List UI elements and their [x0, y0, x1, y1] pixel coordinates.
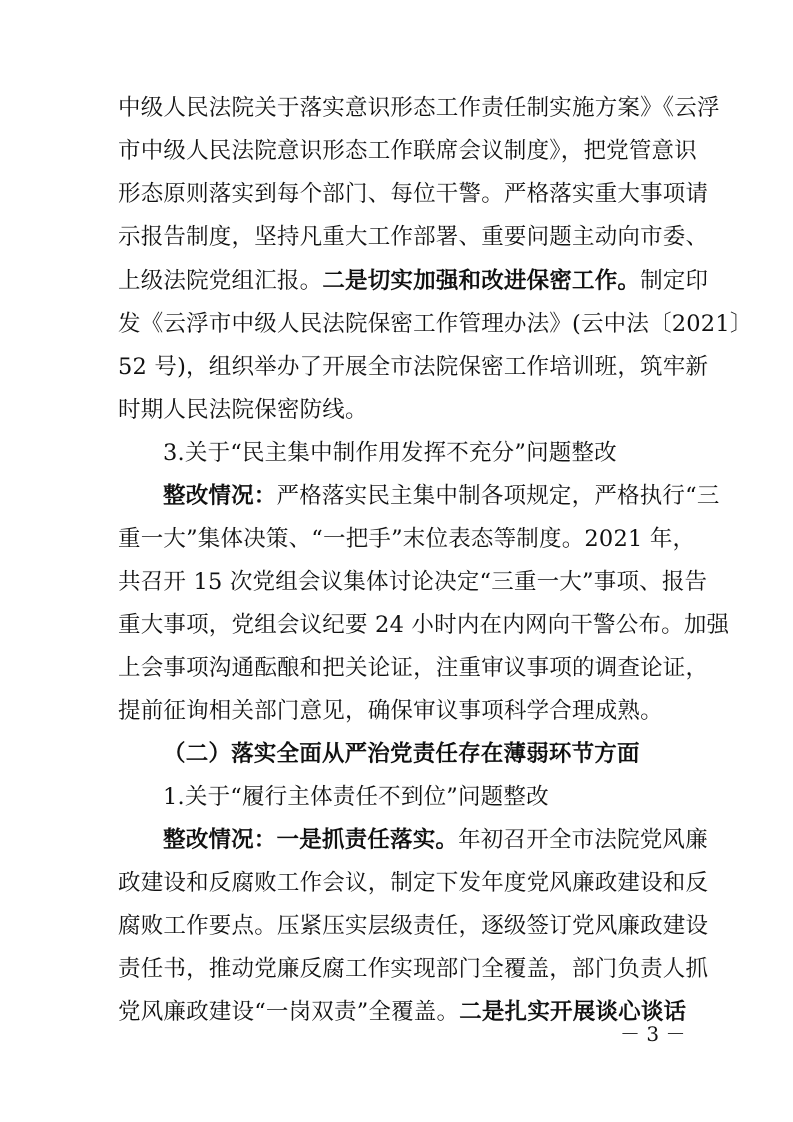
text-segment: 腐败工作要点。压紧压实层级责任，逐级签订党风廉政建设: [118, 913, 709, 939]
text-segment: 党风廉政建设“一岗双责”全覆盖。: [118, 999, 460, 1025]
text-segment: 共召开 15 次党组会议集体讨论决定“三重一大”事项、报告: [118, 569, 708, 595]
text-segment: 时期人民法院保密防线。: [118, 397, 368, 423]
text-segment: 制定印: [640, 268, 709, 294]
text-segment: 年初召开全市法院党风廉: [458, 827, 708, 853]
bold-text-segment: 整改情况：: [163, 483, 277, 509]
page-number: － 3 －: [620, 1022, 686, 1046]
text-line: [118, 956, 709, 982]
text-segment: 52 号)，组织举办了开展全市法院保密工作培训班，筑牢新: [118, 354, 709, 380]
text-line: [118, 700, 680, 723]
text-line: [118, 311, 753, 337]
text-line: [118, 569, 708, 595]
text-segment: 中级人民法院关于落实意识形态工作责任制实施方案》《云浮: [118, 95, 720, 121]
text-line: [118, 95, 720, 121]
text-segment: 上级法院党组汇报。: [118, 268, 323, 294]
text-segment: 严格落实民主集中制各项规定，严格执行“三: [276, 483, 720, 509]
text-segment: 1.关于“履行主体责任不到位”问题整改: [163, 784, 549, 810]
text-segment: 上会事项沟通酝酿和把关论证，注重审议事项的调查论证，: [118, 655, 709, 681]
subsection-heading: [163, 786, 680, 809]
text-line: [163, 827, 708, 853]
text-segment: 提前征询相关部门意见，确保审议事项科学合理成熟。: [118, 698, 663, 724]
text-line: [118, 138, 697, 164]
bold-text-segment: 二是切实加强和改进保密工作。: [322, 268, 641, 294]
text-segment: 发《云浮市中级人民法院保密工作管理办法》(云中法〔2021〕: [118, 311, 753, 337]
section-heading: [163, 743, 680, 766]
text-line: [118, 655, 709, 681]
text-segment: 重一大”集体决策、“一把手”末位表态等制度。2021 年，: [118, 526, 696, 552]
text-line: [118, 526, 696, 552]
text-segment: 政建设和反腐败工作会议，制定下发年度党风廉政建设和反: [118, 870, 709, 896]
text-segment: 责任书，推动党廉反腐工作实现部门全覆盖，部门负责人抓: [118, 956, 709, 982]
bold-text-segment: （二）落实全面从严治党责任存在薄弱环节方面: [163, 741, 640, 767]
text-segment: 重大事项，党组会议纪要 24 小时内在内网向干警公布。加强: [118, 612, 730, 638]
text-line: [118, 181, 709, 207]
text-line: [118, 354, 709, 380]
text-line: [118, 999, 687, 1025]
text-line: [118, 913, 709, 939]
text-line: [118, 399, 680, 422]
bold-text-segment: 二是扎实开展谈心谈话: [459, 999, 687, 1025]
text-segment: 形态原则落实到每个部门、每位干警。严格落实重大事项请: [118, 181, 709, 207]
text-segment: 3.关于“民主集中制作用发挥不充分”问题整改: [163, 440, 617, 466]
text-segment: 示报告制度，坚持凡重大工作部署、重要问题主动向市委、: [118, 224, 709, 250]
text-line: [118, 268, 709, 294]
text-line: [118, 612, 730, 638]
text-segment: 市中级人民法院意识形态工作联席会议制度》，把党管意识: [118, 138, 697, 164]
bold-text-segment: 整改情况：一是抓责任落实。: [163, 827, 459, 853]
text-line: [163, 483, 720, 509]
text-line: [118, 870, 709, 896]
section-heading: [163, 442, 680, 465]
text-line: [118, 224, 709, 250]
